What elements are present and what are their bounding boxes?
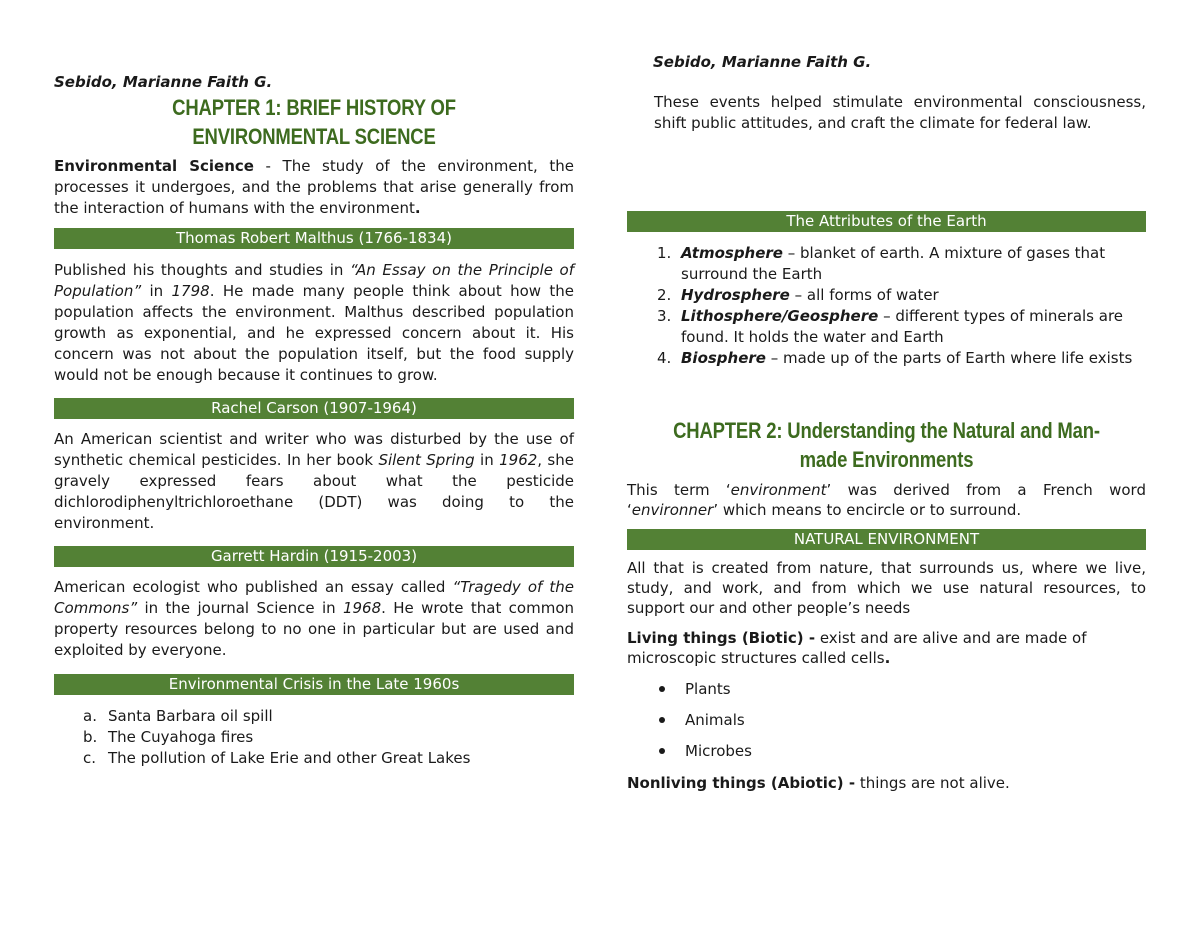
list-item	[627, 285, 1146, 306]
list-marker: c.	[83, 749, 97, 767]
list-item	[54, 748, 574, 769]
attribute-term: Biosphere	[681, 349, 766, 367]
chapter-2-title-line2: made Environments	[799, 447, 974, 472]
section-header-malthus: Thomas Robert Malthus (1766-1834)	[54, 228, 574, 249]
nonliving-things-paragraph	[627, 773, 1146, 794]
natural-environment-paragraph: All that is created from nature, that surrounds us, where we live, study, and work, and from which we use natural resources, to support our and other people’s needs	[627, 559, 1146, 617]
term-text-1: This term ‘	[627, 481, 731, 499]
hardin-text-3: . He wrote that common property resources belong to no one in particular but are used and exploited by everyone.	[54, 599, 574, 659]
carson-book-title: Silent Spring	[378, 451, 475, 469]
hardin-essay-title: “Tragedy of the Commons”	[54, 578, 575, 617]
hardin-text-2: in the journal Science in	[137, 599, 343, 617]
carson-text-2: in	[474, 451, 500, 469]
attribute-term: Atmosphere	[681, 244, 783, 262]
list-item	[627, 306, 1146, 348]
list-marker: b.	[83, 728, 98, 746]
chapter-2-title	[627, 416, 1146, 474]
living-things-text: exist and are alive and are made of microscopic structures called cells	[627, 629, 1087, 667]
living-things-end: .	[884, 649, 891, 667]
carson-paragraph	[54, 429, 574, 534]
attribute-text: – different types of minerals are found. It holds the water and Earth	[681, 307, 1124, 346]
term-environner: environner	[631, 501, 714, 519]
term-text-2: ’ was derived from a French word ‘	[627, 481, 1146, 519]
left-column	[54, 72, 574, 769]
list-item	[627, 243, 1146, 285]
biotic-list	[627, 679, 1146, 772]
hardin-text-1: American ecologist who published an essay called	[54, 578, 453, 596]
term-text-3: ’ which means to encircle or to surround.	[713, 501, 1022, 519]
crisis-list	[54, 706, 574, 769]
author-name: Sebido, Marianne Faith G.	[54, 73, 273, 91]
chapter-2-title-line1: CHAPTER 2: Understanding the Natural and Man-	[673, 418, 1100, 443]
attribute-text: – made up of the parts of Earth where life exists	[765, 349, 1133, 367]
attribute-text: – blanket of earth. A mixture of gases that surround the Earth	[681, 244, 1106, 283]
section-header-crisis: Environmental Crisis in the Late 1960s	[54, 674, 574, 695]
section-header-hardin: Garrett Hardin (1915-2003)	[54, 546, 574, 567]
list-marker: a.	[83, 707, 97, 725]
nonliving-things-text: things are not alive.	[855, 774, 1010, 792]
malthus-paragraph	[54, 260, 574, 386]
hardin-year: 1968	[342, 599, 382, 617]
list-item-text: Santa Barbara oil spill	[108, 707, 273, 725]
list-item-text: Microbes	[685, 742, 752, 760]
list-item	[627, 348, 1146, 369]
right-column	[627, 52, 1146, 794]
bullet-icon	[659, 748, 665, 754]
list-item-text: Plants	[685, 680, 731, 698]
carson-text-3: , she gravely expressed fears about what the pesticide dichlorodiphenyltrichloroethane (DDT) was doing to the environment.	[54, 451, 574, 532]
carson-text-1: An American scientist and writer who was disturbed by the use of synthetic chemical pesticides. In her book	[54, 430, 574, 469]
author-name: Sebido, Marianne Faith G.	[653, 53, 872, 71]
list-item-text: The Cuyahoga fires	[108, 728, 254, 746]
attribute-term: Hydrosphere	[681, 286, 790, 304]
section-header-natural-environment: NATURAL ENVIRONMENT	[627, 529, 1146, 550]
living-things-term: Living things (Biotic) -	[627, 629, 816, 647]
malthus-text-1: Published his thoughts and studies in	[54, 261, 351, 279]
list-item	[627, 710, 1146, 741]
list-marker: 3.	[657, 307, 672, 325]
attribute-term: Lithosphere/Geosphere	[681, 307, 879, 325]
bullet-icon	[659, 686, 665, 692]
list-marker: 2.	[657, 286, 672, 304]
chapter-1-title-line1: CHAPTER 1: BRIEF HISTORY OF	[172, 95, 456, 120]
chapter-1-title-line2: ENVIRONMENTAL SCIENCE	[192, 124, 436, 149]
nonliving-things-term: Nonliving things (Abiotic) -	[627, 774, 856, 792]
carson-year: 1962	[499, 451, 538, 469]
hardin-paragraph	[54, 577, 574, 661]
term-environment: environment	[730, 481, 827, 499]
list-item	[54, 706, 574, 727]
malthus-text-2: in	[141, 282, 172, 300]
malthus-text-3: . He made many people think about how the population affects the environment. Malthus described population growth as exponential, and he expressed concern about it. His concern was not about the population itself, but the food supply would not be enough because it continues to grow.	[54, 282, 574, 384]
chapter-1-title	[54, 93, 574, 151]
attributes-list	[627, 243, 1146, 369]
list-marker: 4.	[657, 349, 672, 367]
attribute-text: – all forms of water	[789, 286, 939, 304]
environmental-science-definition	[54, 156, 574, 219]
malthus-essay-title: “An Essay on the Principle of Population”	[54, 261, 574, 300]
section-header-carson: Rachel Carson (1907-1964)	[54, 398, 574, 419]
malthus-year: 1798	[171, 282, 210, 300]
events-paragraph: These events helped stimulate environmental consciousness, shift public attitudes, and craft the climate for federal law.	[654, 93, 1146, 132]
list-item-text: The pollution of Lake Erie and other Great Lakes	[108, 749, 471, 767]
definition-term: Environmental Science	[54, 157, 254, 175]
living-things-paragraph	[627, 628, 1146, 668]
term-origin-paragraph	[627, 480, 1146, 520]
section-header-attributes: The Attributes of the Earth	[627, 211, 1146, 232]
list-item	[54, 727, 574, 748]
list-marker: 1.	[657, 244, 672, 262]
list-item-text: Animals	[685, 711, 745, 729]
list-item	[627, 679, 1146, 710]
definition-end: .	[414, 199, 421, 217]
bullet-icon	[659, 717, 665, 723]
list-item	[627, 741, 1146, 772]
definition-text: - The study of the environment, the processes it undergoes, and the problems that arise generally from the interaction of humans with the environment	[54, 157, 575, 217]
